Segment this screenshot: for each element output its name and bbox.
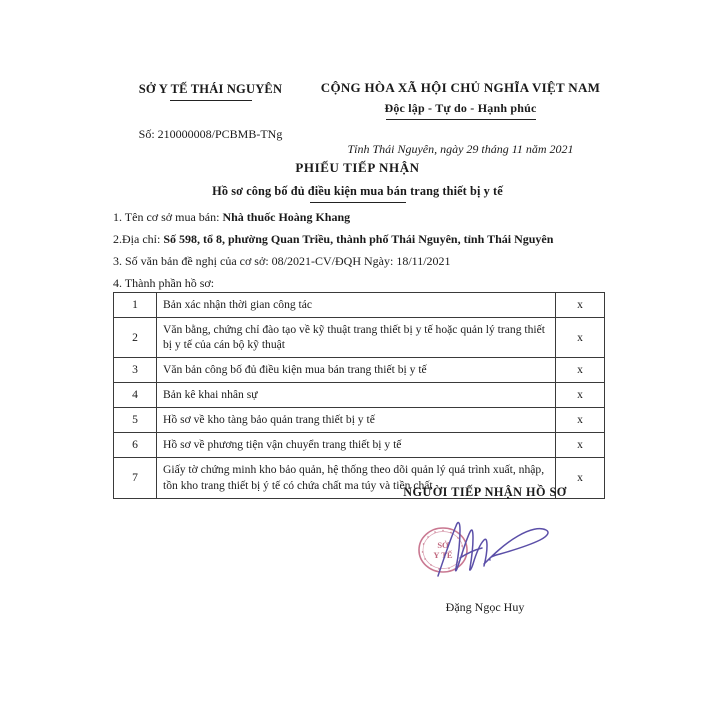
document-title-block [0, 160, 715, 203]
row-mark: x [556, 358, 605, 383]
table-row [114, 358, 605, 383]
table-row [114, 293, 605, 318]
table-row [114, 318, 605, 358]
row-mark: x [556, 408, 605, 433]
signature-block [330, 485, 640, 615]
document-number: Số: 210000008/PCBMB-TNg [138, 127, 283, 141]
subtitle-underline [310, 202, 406, 203]
signer-name: Đặng Ngọc Huy [445, 600, 525, 614]
page-subtitle: Hồ sơ công bố đủ điều kiện mua bán trang thiết bị y tế [212, 184, 503, 198]
row-document-name: Bản kê khai nhân sự [157, 383, 556, 408]
table-row [114, 433, 605, 458]
field-value: Nhà thuốc Hoàng Khang [222, 210, 351, 224]
row-index: 5 [114, 408, 157, 433]
table-body [114, 293, 605, 499]
page-title: PHIẾU TIẾP NHẬN [295, 160, 420, 175]
row-document-name: Giấy tờ chứng minh kho bảo quản, hệ thống theo dõi quản lý quá trình xuất, nhập, tồn kho trang thiết bị ý tế có chứa chất ma túy và tiền chất [157, 458, 556, 498]
header-left-block [108, 80, 313, 142]
stamp-area [330, 512, 640, 594]
field-label: 1. Tên cơ sở mua bán: [113, 210, 220, 224]
motto-underline [386, 119, 536, 120]
signature-title: NGƯỜI TIẾP NHẬN HỒ SƠ [403, 485, 567, 499]
national-title: CỘNG HÒA XÃ HỘI CHỦ NGHĨA VIỆT NAM [320, 80, 601, 95]
row-document-name: Văn bằng, chứng chỉ đào tạo về kỹ thuật trang thiết bị y tế hoặc quản lý trang thiết bị y tế của cán bộ kỹ thuật [157, 318, 556, 358]
row-document-name: Hồ sơ về phương tiện vận chuyển trang thiết bị y tế [157, 433, 556, 458]
field-row [113, 276, 613, 291]
row-index: 4 [114, 383, 157, 408]
org-underline [170, 100, 252, 101]
row-index: 6 [114, 433, 157, 458]
handwritten-signature-icon [426, 514, 556, 584]
place-and-date: Tỉnh Thái Nguyên, ngày 29 tháng 11 năm 2021 [347, 142, 574, 156]
field-label: 3. Số văn bản đề nghị của cơ sở: [113, 254, 269, 268]
field-value: 08/2021-CV/ĐQH Ngày: 18/11/2021 [271, 254, 451, 268]
document-header [108, 80, 608, 157]
seal-label-top: SỞ [437, 540, 449, 550]
row-document-name: Bản xác nhận thời gian công tác [157, 293, 556, 318]
row-index: 3 [114, 358, 157, 383]
row-mark: x [556, 383, 605, 408]
row-mark: x [556, 293, 605, 318]
row-index: 7 [114, 458, 157, 498]
issuing-organization: SỞ Y TẾ THÁI NGUYÊN [138, 82, 283, 96]
seal-label-bottom: Y TẾ [433, 550, 453, 560]
row-mark: x [556, 318, 605, 358]
row-index: 1 [114, 293, 157, 318]
field-row [113, 232, 613, 247]
field-row [113, 254, 613, 269]
row-mark: x [556, 458, 605, 498]
row-document-name: Văn bản công bố đủ điều kiện mua bán trang thiết bị y tế [157, 358, 556, 383]
header-right-block [313, 80, 608, 157]
table-row [114, 383, 605, 408]
row-index: 2 [114, 318, 157, 358]
field-label: 2.Địa chỉ: [113, 232, 161, 246]
field-list [113, 210, 613, 295]
table-row [114, 408, 605, 433]
field-value: Số 598, tổ 8, phường Quan Triều, thành phố Thái Nguyên, tỉnh Thái Nguyên [163, 232, 554, 246]
row-document-name: Hồ sơ về kho tàng bảo quản trang thiết bị y tế [157, 408, 556, 433]
row-mark: x [556, 433, 605, 458]
field-row [113, 210, 613, 225]
components-table [113, 292, 605, 499]
national-motto: Độc lập - Tự do - Hạnh phúc [384, 101, 537, 115]
field-label: 4. Thành phần hồ sơ: [113, 276, 215, 290]
